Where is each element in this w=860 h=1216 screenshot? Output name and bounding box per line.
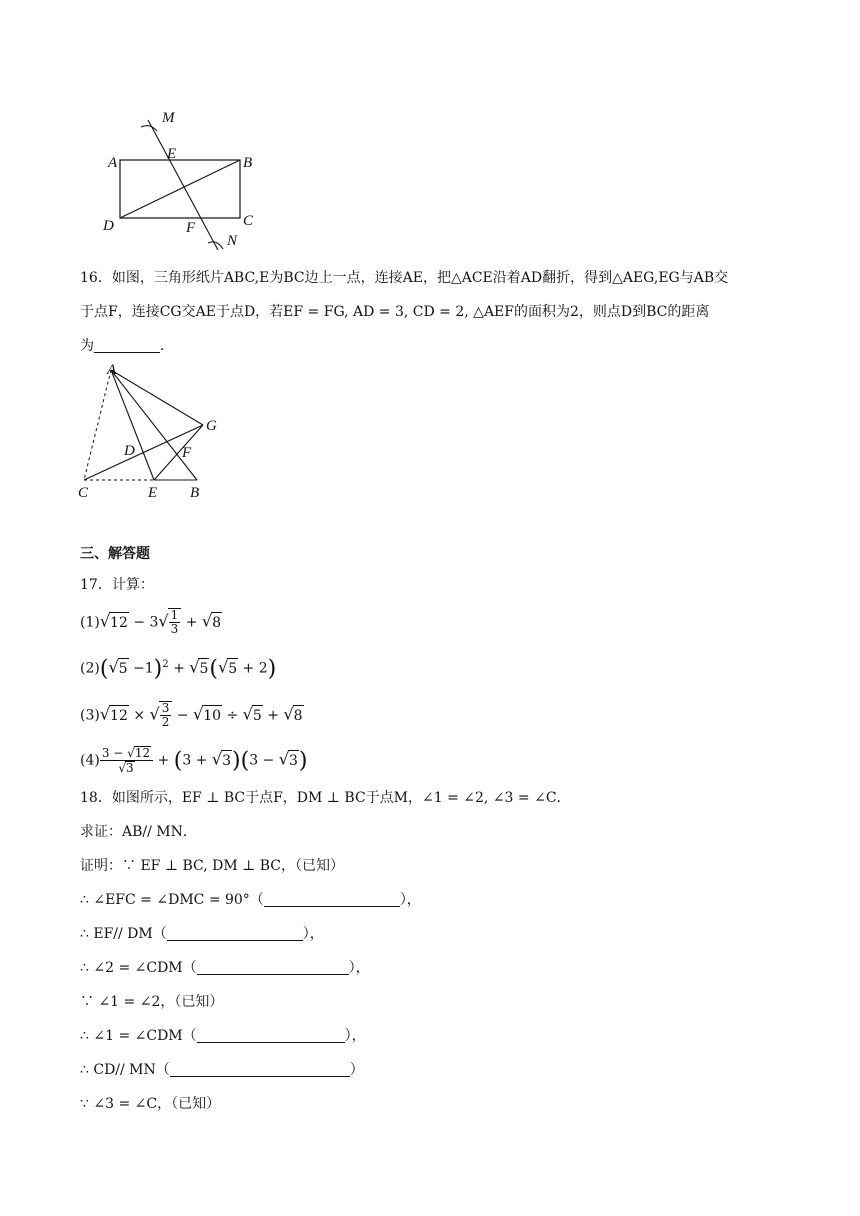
q16-suffix: ． [160,338,174,354]
q16-line-2: 于点F，连接CG交AE于点D，若EF = FG, AD = 3, CD = 2, △AEF的面积为2，则点D到BC的距离 [80,304,710,320]
label-d: D [103,218,114,234]
label-a: A [108,155,118,171]
line-mn [148,120,218,250]
q18-step-1: 证明：∵ EF ⊥ BC, DM ⊥ BC，（已知） [80,858,344,874]
q17-part-4: (4) $\frac{3 - √12}{√3}$ + (3 + √3)(3 − √3) [80,746,308,775]
dashed-ac [84,370,111,480]
arc-mark-top [141,126,157,131]
q18-blank-4[interactable] [197,1028,345,1043]
q16-answer-blank[interactable] [94,338,160,353]
part-number: (2) [80,660,100,677]
section-title: 三、解答题 [80,546,150,562]
diagonal-db [120,160,240,218]
q16-line-3 [80,336,174,356]
q17-part-3: (3)√12 × √ $\frac{3}{2}$ − √10 ÷ √5 + √8 [80,701,303,729]
figure-triangle-fold [70,360,230,500]
figure-rectangle-perpendicular-bisector [95,105,275,255]
label-n: N [227,233,238,249]
label-a: A [107,362,117,378]
q18-step-2: ∴ ∠EFC = ∠DMC = 90°（ ）， [80,892,421,908]
q18-step-4: ∴ ∠2 = ∠CDM（ ）， [80,960,370,976]
q18-step-7: ∴ CD// MN（ ） [80,1062,364,1078]
q16-line-1: 16．如图，三角形纸片ABC,E为BC边上一点，连接AE，把△ACE沿着AD翻折，得到△AEG,EG与AB交 [80,270,729,286]
label-e: E [148,485,158,500]
q18-blank-2[interactable] [167,926,303,941]
q18-step-5: ∵ ∠1 = ∠2，（已知） [80,994,224,1010]
q18-blank-5[interactable] [170,1062,350,1077]
label-f: F [186,220,196,236]
segment-ag [111,370,203,425]
q18-step-3: ∴ EF// DM（ ）， [80,926,324,942]
label-g: G [206,418,217,434]
label-d: D [124,443,135,459]
part-number: (3) [80,707,100,724]
label-e: E [167,146,177,162]
label-m: M [162,110,175,126]
q18-step-6: ∴ ∠1 = ∠CDM（ ）， [80,1028,366,1044]
q18-blank-1[interactable] [264,892,400,907]
q18-step-8: ∵ ∠3 = ∠C，（已知） [80,1096,221,1112]
q17-stem: 17．计算： [80,577,154,593]
label-c: C [78,485,89,500]
q17-part-1: (1)√12 − 3√ $\frac{1}{3}$ + √8 [80,608,222,636]
q18-prove: 求证：AB// MN． [80,824,197,840]
segment-eg [154,425,203,480]
q17-part-2: $(2)(√5 -1)^2 + √5(√5 + 2)$ [80,656,277,682]
segment-ae [111,370,154,480]
label-b: B [190,485,200,500]
label-f: F [182,445,192,461]
part-number: (4) [80,752,100,769]
label-c: C [243,213,254,229]
q18-stem: 18．如图所示，EF ⊥ BC于点F，DM ⊥ BC于点M，∠1 = ∠2, ∠3 = ∠C． [80,790,571,806]
q18-blank-3[interactable] [197,960,349,975]
segment-ab [111,370,197,480]
part-number: (1) [80,614,100,631]
label-b: B [243,155,253,171]
q16-prefix: 为 [80,338,94,354]
